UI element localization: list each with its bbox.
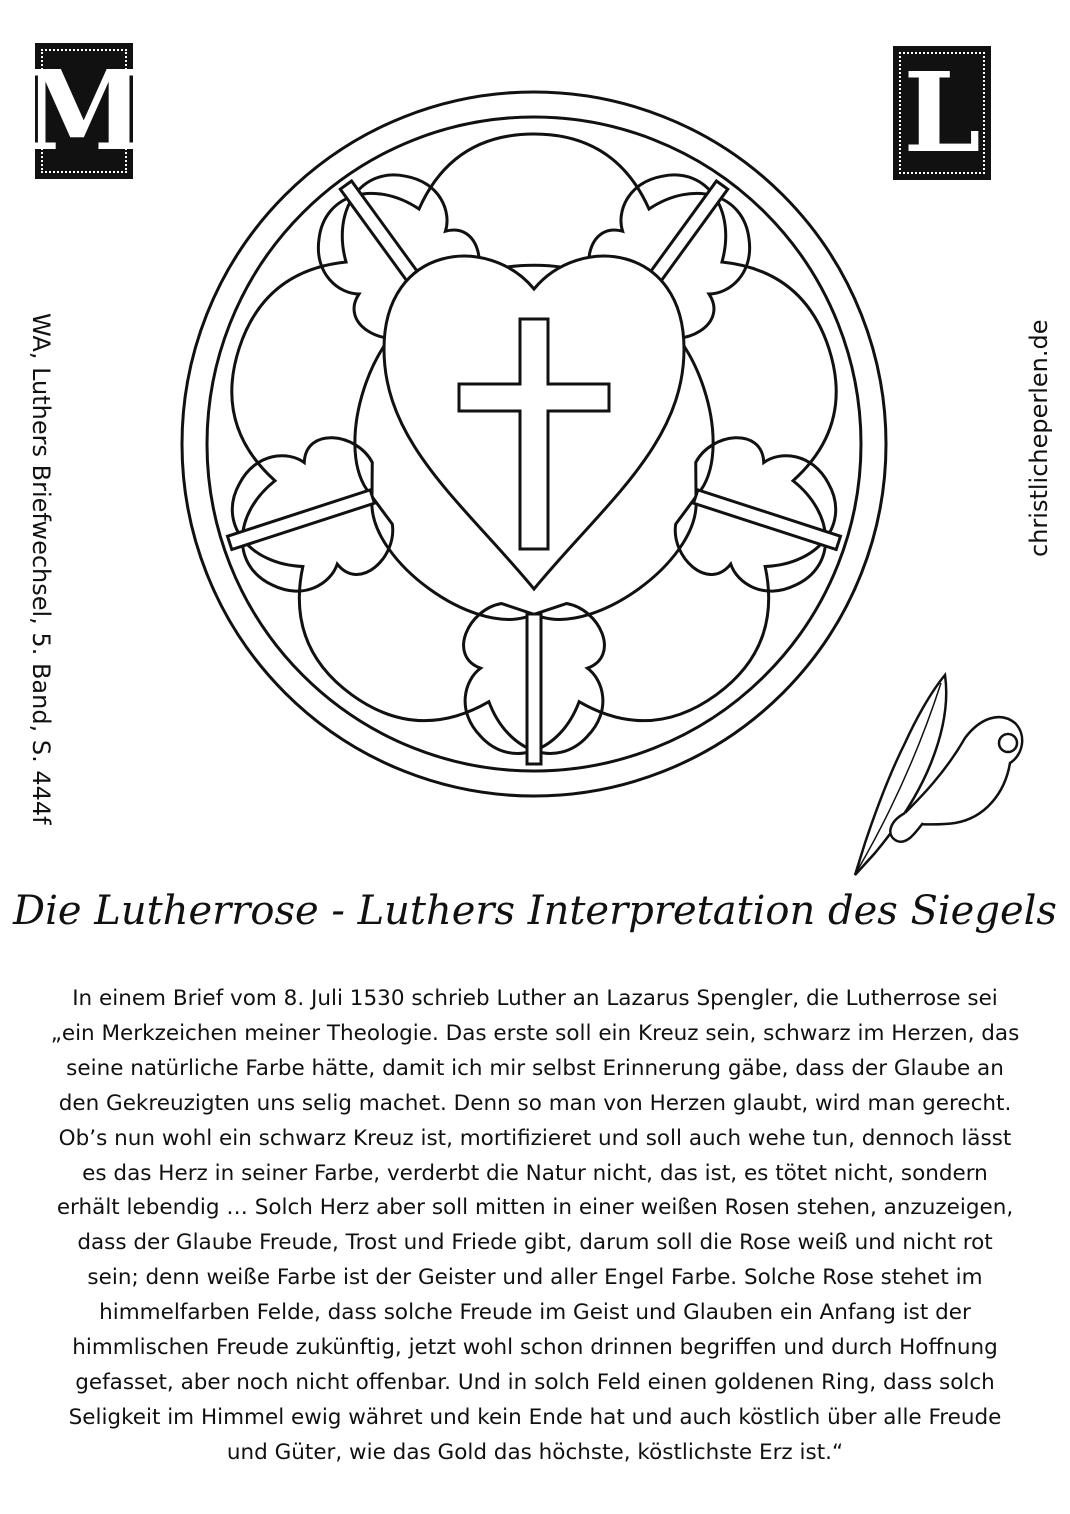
source-reference: WA, Luthers Briefwechsel, 5. Band, S. 444f [27,313,55,825]
luther-rose-seal-icon [178,88,890,800]
text-line: himmelfarben Felde, dass solche Freude im Geist und Glauben ein Anfang ist der [99,1300,971,1326]
sepal-bar [694,490,841,550]
text-line: In einem Brief vom 8. Juli 1530 schrieb Luther an Lazarus Spengler, die Lutherrose sei [72,986,998,1011]
initial-m-letter: M [23,46,145,175]
page-title: Die Lutherrose - Luthers Interpretation des Siegels [13,888,1057,934]
sepal-bar [227,490,374,550]
text-line: Ob’s nun wohl ein schwarz Kreuz ist, mortifizieret und soll auch wehe tun, dennoch lässt [58,1125,1012,1151]
text-line: es das Herz in seiner Farbe, verderbt die Natur nicht, das ist, es tötet nicht, sondern [82,1160,988,1186]
text-line: dass der Glaube Freude, Trost und Friede gibt, darum soll die Rose weiß und nicht rot [77,1230,993,1256]
text-line: Seligkeit im Himmel ewig währet und kein Ende hat und auch köstlich über alle Freude [68,1404,1002,1430]
sepal-bar [527,614,541,764]
text-line: gefasset, aber noch nicht offenbar. Und in solch Feld einen goldenen Ring, dass solch [75,1369,995,1395]
initial-m-icon [23,43,145,179]
text-line: himmlischen Freude zukünftig, jetzt wohl schon drinnen begriffen und durch Hoffnung [72,1335,998,1361]
text-line: und Güter, wie das Gold das höchste, köstlichste Erz ist.“ [226,1439,844,1465]
text-line: seine natürliche Farbe hätte, damit ich mir selbst Erinnerung gäbe, dass der Glaube an [66,1055,1004,1081]
text-line: sein; denn weiße Farbe ist der Geister und aller Engel Farbe. Solche Rose stehet im [87,1265,983,1291]
initial-l-letter: L [903,48,981,177]
quote-text [20,982,1050,1471]
text-line: den Gekreuzigten uns selig machet. Denn so man von Herzen glaubt, wird man gerecht. [58,1090,1012,1116]
initial-l-icon [893,46,991,180]
text-line: „ein Merkzeichen meiner Theologie. Das erste soll ein Kreuz sein, schwarz im Herzen, das [50,1020,1020,1046]
quill-hand-icon [845,663,1035,883]
website-credit: christlicheperlen.de [1025,319,1053,557]
text-line: erhält lebendig … Solch Herz aber soll mitten in einer weißen Rosen stehen, anzuzeigen, [56,1195,1014,1221]
